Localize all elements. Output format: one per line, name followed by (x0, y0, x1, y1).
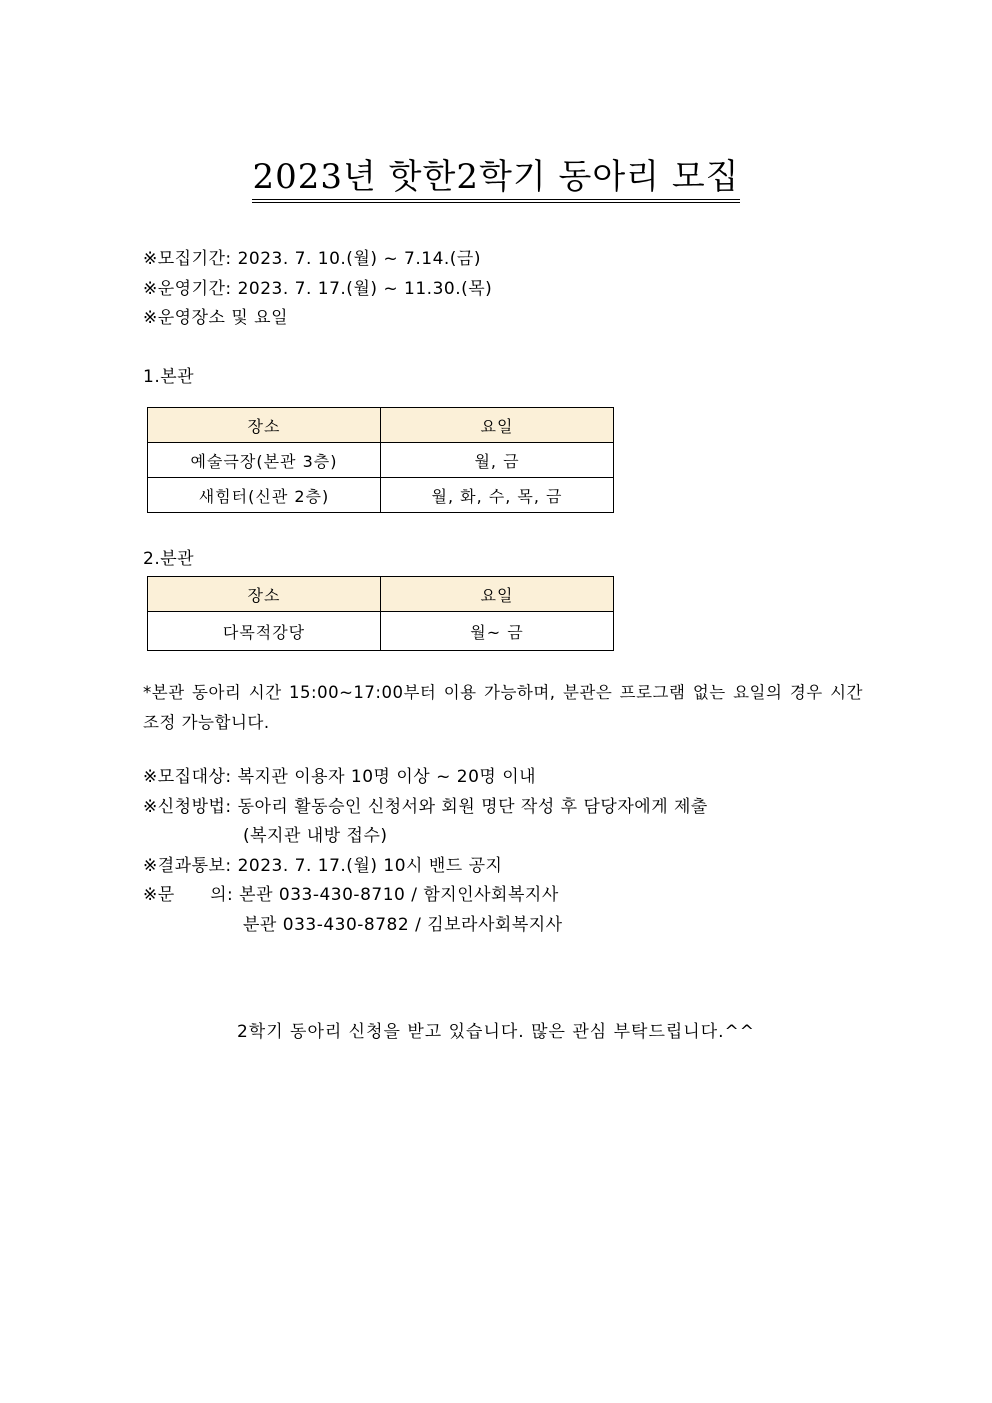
table-row (148, 612, 614, 651)
table-row (148, 478, 614, 513)
main-hall-heading: 1.본관 (143, 367, 195, 387)
table-header-place: 장소 (148, 577, 381, 612)
place-day-heading: ※운영장소 및 요일 (143, 308, 289, 328)
result-value: 2023. 7. 17.(월) 10시 밴드 공지 (237, 856, 503, 876)
method (143, 792, 708, 817)
table-header-place: 장소 (148, 408, 381, 443)
inquiry-value: 본관 033-430-8710 / 함지인사회복지사 (239, 885, 559, 905)
recruit-period-label: ※모집기간: (143, 249, 232, 269)
closing-message: 2학기 동아리 신청을 받고 있습니다. 많은 관심 부탁드립니다.^^ (236, 1022, 756, 1042)
recruit-period (143, 244, 481, 269)
table-cell-place: 예술극장(본관 3층) (148, 443, 381, 478)
table-row (148, 443, 614, 478)
method-label: ※신청방법: (143, 797, 232, 817)
time-note: *본관 동아리 시간 15:00~17:00부터 이용 가능하며, 분관은 프로그램 없는 요일의 경우 시간 조정 가능합니다. (143, 683, 863, 732)
recruit-period-value: 2023. 7. 10.(월) ~ 7.14.(금) (237, 249, 481, 269)
table-header-day: 요일 (381, 577, 614, 612)
branch-hall-table (147, 576, 614, 651)
result (143, 851, 502, 876)
target-value: 복지관 이용자 10명 이상 ~ 20명 이내 (237, 767, 537, 787)
table-cell-place: 다목적강당 (148, 612, 381, 651)
target-label: ※모집대상: (143, 767, 232, 787)
method-value-cont: (복지관 내방 접수) (243, 826, 388, 846)
operation-period-value: 2023. 7. 17.(월) ~ 11.30.(목) (237, 279, 493, 299)
inquiry (143, 880, 559, 905)
main-hall-table (147, 407, 614, 513)
inquiry-value-cont: 분관 033-430-8782 / 김보라사회복지사 (243, 915, 563, 935)
method-value: 동아리 활동승인 신청서와 회원 명단 작성 후 담당자에게 제출 (237, 797, 708, 817)
operation-period (143, 274, 492, 299)
table-header-day: 요일 (381, 408, 614, 443)
table-cell-place: 새힘터(신관 2층) (148, 478, 381, 513)
table-cell-day: 월~ 금 (381, 612, 614, 651)
target (143, 762, 536, 787)
table-header-row (148, 577, 614, 612)
page-title: 2023년 핫한2학기 동아리 모집 (0, 156, 992, 203)
table-cell-day: 월, 화, 수, 목, 금 (381, 478, 614, 513)
table-header-row (148, 408, 614, 443)
inquiry-label: ※문 의: (143, 885, 234, 905)
table-cell-day: 월, 금 (381, 443, 614, 478)
result-label: ※결과통보: (143, 856, 232, 876)
branch-hall-heading: 2.분관 (143, 549, 195, 569)
operation-period-label: ※운영기간: (143, 279, 232, 299)
